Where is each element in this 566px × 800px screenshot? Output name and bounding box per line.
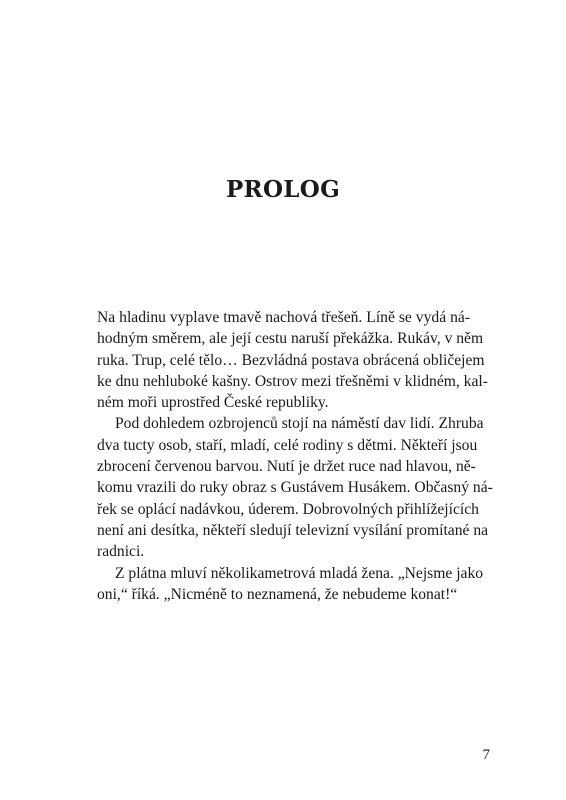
text-line: Z plátna mluví několikametrová mladá žena. „Nejsme jako — [115, 564, 484, 582]
page-number: 7 — [482, 747, 490, 763]
chapter-title: PROLOG — [225, 176, 341, 203]
text-line: Na hladinu vyplave tmavě nachová třešeň. Líně se vydá ná- — [97, 309, 470, 326]
text-line: komu vrazili do ruky obraz s Gustávem Husákem. Občasný ná- — [97, 479, 493, 497]
text-line: radnici. — [97, 543, 145, 561]
text-line: Pod dohledem ozbrojenců stojí na náměstí dav lidí. Zhruba — [115, 415, 484, 433]
text-line: ruka. Trup, celé tělo… Bezvládná postava obrácená obličejem — [97, 351, 485, 369]
text-line: oni,“ říká. „Nicméně to neznamená, že nebudeme konat!“ — [97, 585, 458, 603]
paragraph-1 — [97, 307, 488, 413]
text-line: zbrocení červenou barvou. Nutí je držet ruce nad hlavou, ně- — [97, 458, 476, 476]
text-line: řek se oplácí nadávkou, úderem. Dobrovolných přihlížejících — [97, 500, 479, 518]
body-text — [97, 307, 493, 605]
text-line: ke dnu nehluboké kašny. Ostrov mezi třešněmi v klidném, kal- — [97, 372, 488, 390]
text-line: dva tucty osob, staří, mladí, celé rodiny s dětmi. Někteří jsou — [97, 436, 478, 454]
paragraph-2 — [97, 413, 493, 562]
text-line: hodným směrem, ale její cestu naruší překážka. Rukáv, v něm — [97, 330, 484, 348]
text-line: není ani desítka, někteří sledují televizní vysílání promítané na — [97, 521, 489, 539]
text-line: ném moři uprostřed České republiky. — [97, 394, 329, 412]
paragraph-3 — [97, 563, 484, 606]
